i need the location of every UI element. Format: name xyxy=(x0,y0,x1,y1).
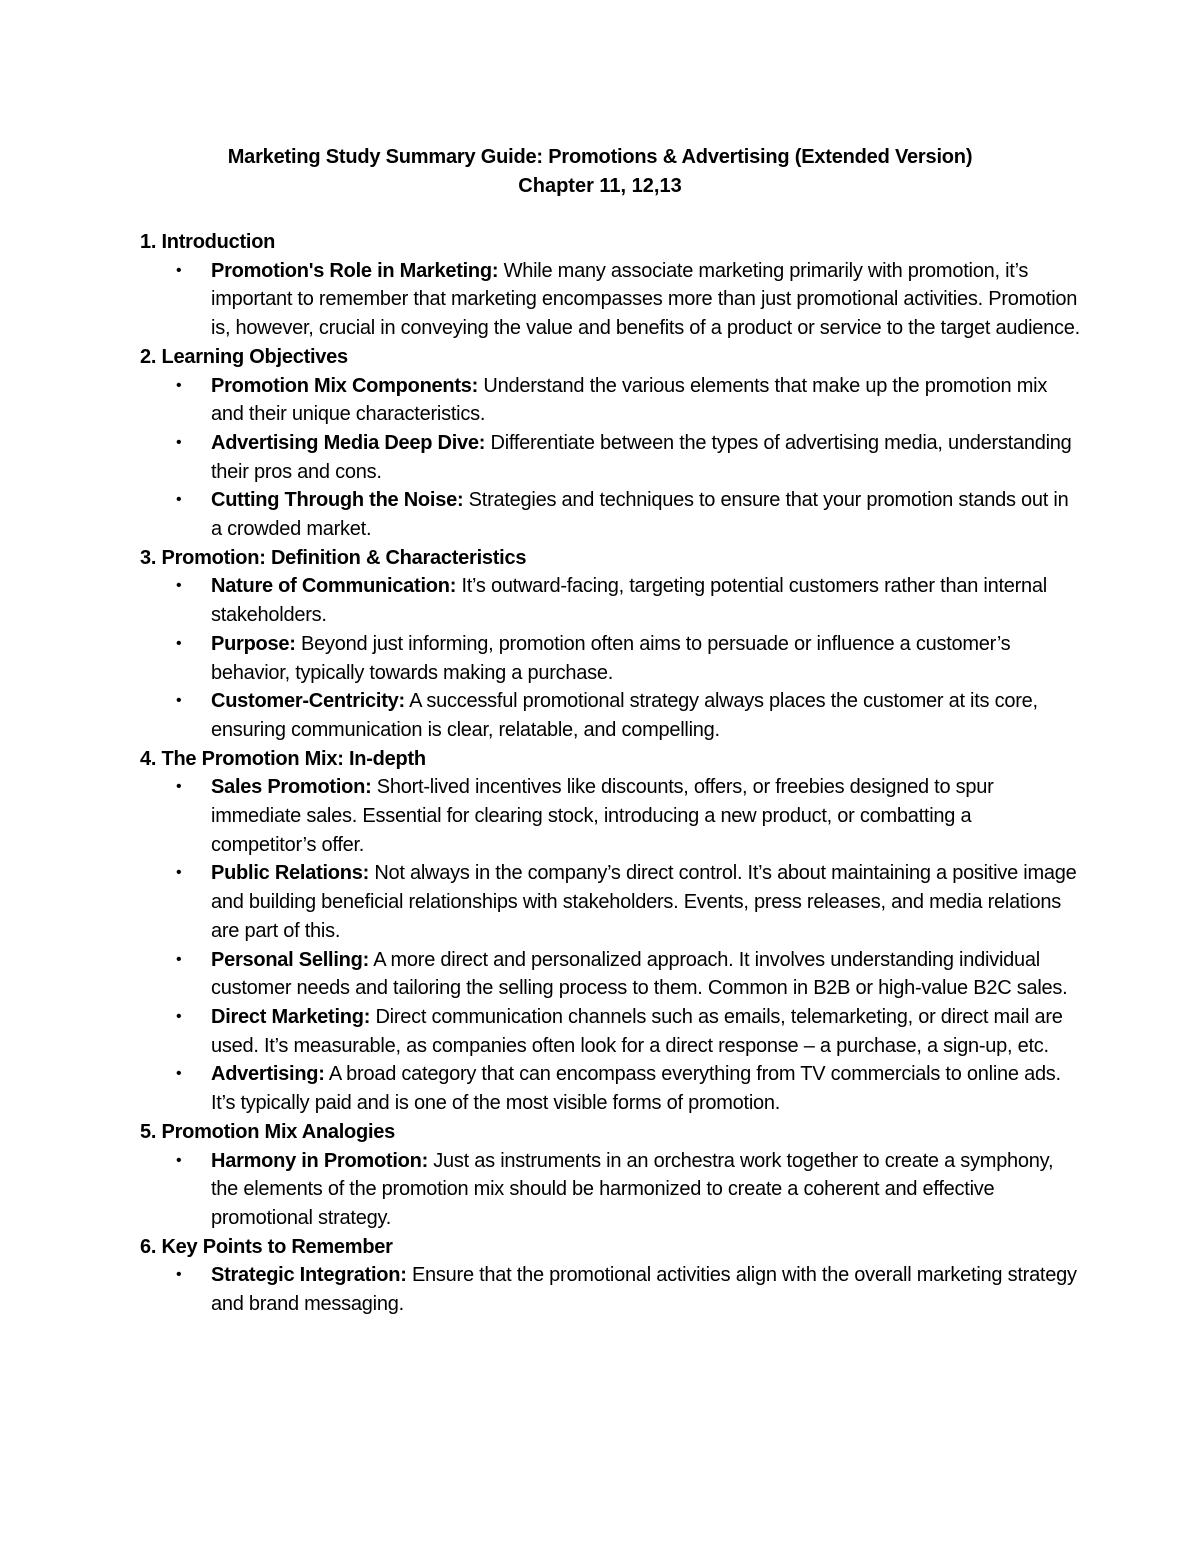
list-item xyxy=(140,946,1080,1003)
bullet-list xyxy=(140,1147,1080,1233)
section-introduction xyxy=(140,228,1080,343)
list-item xyxy=(140,1147,1080,1233)
section-promotion-mix xyxy=(140,745,1080,1118)
list-item xyxy=(140,486,1080,543)
item-text: A successful promotional strategy always places the customer at its core, ensuring communication is clear, relatable, and compelling. xyxy=(211,690,1038,741)
item-text: It’s outward-facing, targeting potential customers rather than internal stakeholders. xyxy=(211,575,1047,627)
section-heading: 3. Promotion: Definition & Characteristics xyxy=(140,546,527,569)
item-text: While many associate marketing primarily with promotion, it’s important to remember that marketing encompasses more than just promotional activities. Promotion is, however, crucial in conveying the value and benefits of a product or service to the target audience. xyxy=(211,259,1080,340)
bullet-icon: • xyxy=(176,1065,182,1083)
document-title: Marketing Study Summary Guide: Promotions & Advertising (Extended Version) xyxy=(227,146,973,168)
bullet-icon: • xyxy=(176,1007,182,1025)
list-item xyxy=(140,859,1080,945)
bullet-list xyxy=(140,257,1080,343)
list-item xyxy=(140,372,1080,429)
item-text: Understand the various elements that make up the promotion mix and their unique characteristics. xyxy=(211,374,1048,426)
list-item xyxy=(140,257,1080,343)
bullet-list xyxy=(140,773,1080,1117)
bullet-icon: • xyxy=(176,433,182,451)
item-text: Ensure that the promotional activities align with the overall marketing strategy and brand messaging. xyxy=(211,1264,1077,1316)
section-learning-objectives xyxy=(140,343,1080,544)
list-item xyxy=(140,429,1080,486)
section-analogies xyxy=(140,1118,1080,1233)
bullet-icon: • xyxy=(176,376,182,394)
list-item xyxy=(140,630,1080,687)
bullet-icon: • xyxy=(176,634,182,652)
item-text: Differentiate between the types of advertising media, understanding their pros and cons. xyxy=(211,431,1072,483)
bullet-icon: • xyxy=(176,950,182,968)
list-item xyxy=(140,1003,1080,1060)
item-term: Public Relations: xyxy=(211,862,369,885)
bullet-list xyxy=(140,572,1080,744)
list-item xyxy=(140,773,1080,859)
item-text: Strategies and techniques to ensure that your promotion stands out in a crowded market. xyxy=(211,489,1069,541)
list-item xyxy=(140,1060,1080,1117)
item-text: Direct communication channels such as emails, telemarketing, or direct mail are used. It’s measurable, as companies often look for a direct response – a purchase, a sign-up, etc. xyxy=(211,1005,1063,1057)
item-term: Personal Selling: xyxy=(211,948,370,971)
item-term: Promotion's Role in Marketing: xyxy=(211,259,499,282)
section-heading: 4. The Promotion Mix: In-depth xyxy=(140,747,426,770)
bullet-icon: • xyxy=(176,261,182,279)
list-item xyxy=(140,1261,1080,1318)
item-term: Strategic Integration: xyxy=(211,1264,407,1287)
item-term: Promotion Mix Components: xyxy=(211,374,479,397)
section-heading: 1. Introduction xyxy=(140,231,276,253)
list-item xyxy=(140,572,1080,629)
section-heading: 5. Promotion Mix Analogies xyxy=(140,1120,396,1143)
bullet-icon: • xyxy=(176,692,182,710)
item-term: Harmony in Promotion: xyxy=(211,1149,428,1172)
item-text: Just as instruments in an orchestra work together to create a symphony, the elements of the promotion mix should be harmonized to create a coherent and effective promotional strategy. xyxy=(211,1149,1054,1229)
section-heading: 2. Learning Objectives xyxy=(140,345,348,368)
bullet-icon: • xyxy=(176,1266,182,1284)
item-term: Advertising Media Deep Dive: xyxy=(211,431,486,454)
section-definition xyxy=(140,544,1080,745)
section-key-points xyxy=(140,1233,1080,1319)
item-term: Sales Promotion: xyxy=(211,776,372,799)
item-text: A more direct and personalized approach. It involves understanding individual customer needs and tailoring the selling process to them. Common in B2B or high-value B2C sales. xyxy=(211,948,1068,1000)
bullet-list xyxy=(140,372,1080,544)
item-term: Customer-Centricity: xyxy=(211,690,405,713)
item-text: Short-lived incentives like discounts, offers, or freebies designed to spur immediate sales. Essential for clearing stock, introducing a new product, or combatting a competitor’s offer. xyxy=(211,776,994,856)
list-item xyxy=(140,687,1080,744)
item-term: Advertising: xyxy=(211,1063,325,1086)
item-term: Direct Marketing: xyxy=(211,1005,371,1028)
item-text: Not always in the company’s direct control. It’s about maintaining a positive image and building beneficial relationships with stakeholders. Events, press releases, and media relations are part of this. xyxy=(211,862,1077,942)
item-text: A broad category that can encompass everything from TV commercials to online ads. It’s typically paid and is one of the most visible forms of promotion. xyxy=(211,1063,1061,1115)
item-term: Cutting Through the Noise: xyxy=(211,489,464,512)
bullet-list xyxy=(140,1261,1080,1318)
document-subtitle: Chapter 11, 12,13 xyxy=(518,175,682,197)
bullet-icon: • xyxy=(176,491,182,509)
item-text: Beyond just informing, promotion often aims to persuade or influence a customer’s behavior, typically towards making a purchase. xyxy=(211,632,1011,684)
bullet-icon: • xyxy=(176,864,182,882)
bullet-icon: • xyxy=(176,577,182,595)
bullet-icon: • xyxy=(176,778,182,796)
item-term: Purpose: xyxy=(211,632,296,655)
document-body xyxy=(140,228,1080,1319)
item-term: Nature of Communication: xyxy=(211,575,457,598)
bullet-icon: • xyxy=(176,1151,182,1169)
section-heading: 6. Key Points to Remember xyxy=(140,1235,393,1258)
